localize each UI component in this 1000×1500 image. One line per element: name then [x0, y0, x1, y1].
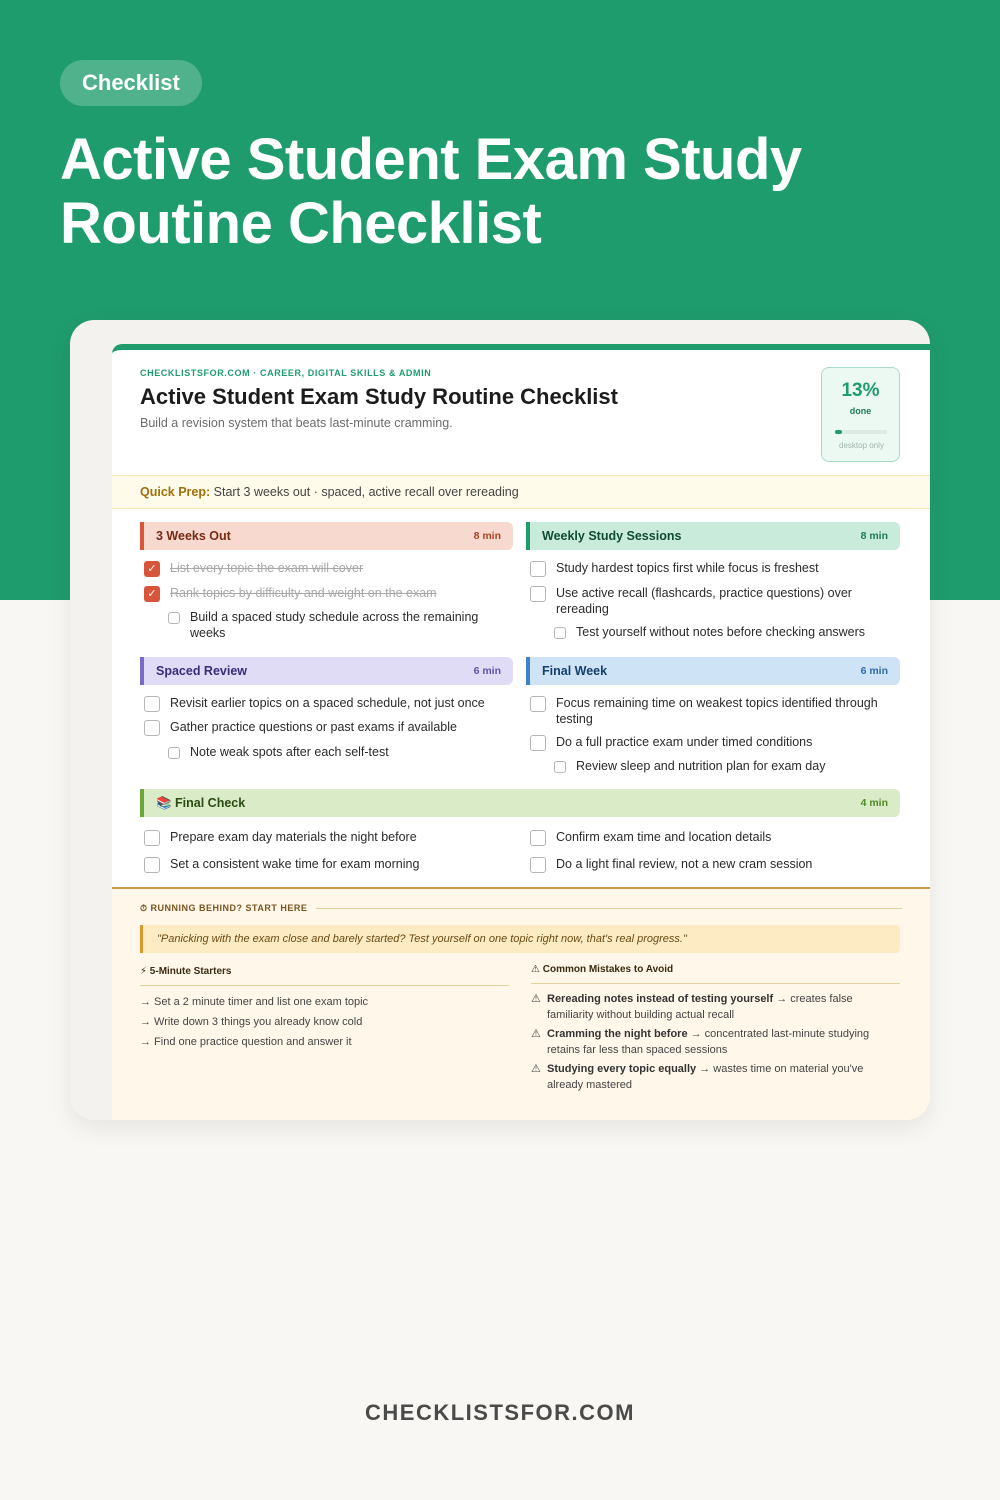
checkbox[interactable]	[144, 696, 160, 712]
checkbox[interactable]	[554, 627, 566, 639]
checkbox[interactable]	[530, 735, 546, 751]
section-header-weekly-study-sessions[interactable]	[526, 522, 900, 550]
checklist-item[interactable]	[144, 585, 514, 602]
quick-prep-label: Quick Prep:	[140, 485, 211, 499]
item-label: Do a full practice exam under timed conditions	[556, 735, 813, 749]
divider	[140, 985, 509, 986]
checklist-item[interactable]	[530, 695, 900, 727]
item-label: Focus remaining time on weakest topics identified through testing	[556, 696, 878, 726]
progress-percent: 13%	[841, 380, 880, 401]
checklist-subitem[interactable]	[168, 744, 513, 760]
checkbox-checked[interactable]: ✓	[144, 561, 160, 577]
section-title: 📚 Final Check	[156, 795, 246, 810]
footer-brand: CHECKLISTSFOR.COM	[365, 1400, 635, 1425]
starter-item: → Write down 3 things you already know cold	[140, 1016, 363, 1028]
item-label: Revisit earlier topics on a spaced schedule, not just once	[170, 696, 485, 710]
item-label: Test yourself without notes before checking answers	[576, 625, 866, 639]
checkbox[interactable]	[144, 857, 160, 873]
quick-prep-bar	[112, 475, 930, 509]
item-label: Study hardest topics first while focus is freshest	[556, 561, 819, 575]
mistake-title: Rereading notes instead of testing yourself	[547, 993, 774, 1005]
starter-item: → Find one practice question and answer it	[140, 1036, 352, 1048]
checklist-item[interactable]	[144, 560, 514, 577]
section-title: Weekly Study Sessions	[542, 529, 682, 543]
checkbox[interactable]	[144, 830, 160, 846]
section-header-spaced-review[interactable]	[140, 657, 513, 685]
item-label: Set a consistent wake time for exam morning	[170, 857, 420, 871]
mistake-detail: → creates false familiarity without building actual recall	[547, 993, 853, 1021]
section-time: 6 min	[860, 665, 888, 677]
mistake-detail: → concentrated last-minute studying retains far less than spaced sessions	[547, 1028, 870, 1056]
section-time: 4 min	[860, 797, 888, 809]
section-title: Final Week	[542, 664, 608, 678]
checklist-item[interactable]	[144, 829, 514, 846]
motivation-quote: "Panicking with the exam close and barely started? Test yourself on one topic right now, that's real progress."	[140, 925, 900, 953]
page-title: Active Student Exam Study Routine Checklist	[140, 384, 618, 409]
brand-breadcrumb: CHECKLISTSFOR.COM · CAREER, DIGITAL SKILLS & ADMIN	[140, 368, 432, 378]
item-label: Use active recall (flashcards, practice questions) over rereading	[556, 586, 852, 616]
section-time: 8 min	[860, 530, 888, 542]
warning-icon: ⚠	[531, 993, 541, 1005]
progress-note: desktop only	[839, 441, 884, 450]
checkbox[interactable]	[530, 696, 546, 712]
quick-prep-text: Start 3 weeks out · spaced, active recall over rereading	[213, 485, 519, 499]
checklist-item[interactable]	[144, 719, 514, 736]
divider	[316, 908, 902, 909]
section-time: 6 min	[473, 665, 501, 677]
checklist-item[interactable]	[530, 856, 900, 873]
checkbox[interactable]	[168, 747, 180, 759]
section-header-final-week[interactable]	[526, 657, 900, 685]
mistake-item	[531, 1027, 900, 1058]
hero-title: Active Student Exam Study Routine Checklist	[60, 127, 802, 256]
checklist-item[interactable]	[530, 585, 900, 617]
checkbox[interactable]	[144, 720, 160, 736]
mistakes-heading: ⚠ Common Mistakes to Avoid	[531, 964, 674, 975]
checkbox-checked[interactable]: ✓	[144, 586, 160, 602]
checklist-card	[112, 344, 930, 1120]
checklist-item[interactable]	[530, 560, 900, 577]
mistake-title: Cramming the night before	[547, 1028, 688, 1040]
progress-bar-fill	[835, 430, 842, 434]
warning-icon: ⚠	[531, 1063, 541, 1075]
progress-label: done	[849, 406, 872, 416]
mistake-title: Studying every topic equally	[547, 1063, 697, 1075]
checkbox[interactable]	[530, 586, 546, 602]
progress-widget	[821, 367, 900, 462]
starters-heading: ⚡ 5-Minute Starters	[140, 966, 232, 977]
item-label: Prepare exam day materials the night before	[170, 830, 417, 844]
item-label: Note weak spots after each self-test	[190, 745, 389, 759]
item-label: Rank topics by difficulty and weight on the exam	[170, 586, 437, 600]
running-behind-panel	[112, 887, 930, 1120]
section-title: 3 Weeks Out	[156, 529, 231, 543]
checklist-item[interactable]	[144, 856, 514, 873]
checkbox[interactable]	[530, 830, 546, 846]
mistake-item	[531, 992, 900, 1023]
checkbox[interactable]	[554, 761, 566, 773]
running-behind-heading: ⏱ RUNNING BEHIND? START HERE	[140, 903, 308, 913]
item-label: Review sleep and nutrition plan for exam day	[576, 759, 826, 773]
preview-frame	[70, 320, 930, 1120]
section-header-3-weeks-out[interactable]	[140, 522, 513, 550]
item-label: Gather practice questions or past exams if available	[170, 720, 457, 734]
checkbox[interactable]	[530, 561, 546, 577]
checklist-item[interactable]	[144, 695, 514, 712]
progress-bar	[835, 430, 887, 434]
checklist-subitem[interactable]	[554, 758, 900, 774]
checklist-item[interactable]	[530, 734, 900, 751]
mistake-item	[531, 1062, 900, 1093]
starter-item: → Set a 2 minute timer and list one exam topic	[140, 996, 369, 1008]
page-subtitle: Build a revision system that beats last-minute cramming.	[140, 416, 453, 430]
checkbox[interactable]	[530, 857, 546, 873]
item-label: Build a spaced study schedule across the remaining weeks	[190, 610, 479, 640]
checkbox[interactable]	[168, 612, 180, 624]
divider	[531, 983, 900, 984]
checklist-subitem[interactable]	[554, 624, 900, 640]
category-pill: Checklist	[60, 60, 202, 106]
mistake-detail: → wastes time on material you've already mastered	[547, 1063, 864, 1091]
item-label: Do a light final review, not a new cram session	[556, 857, 813, 871]
section-header-final-check[interactable]	[140, 789, 900, 817]
item-label: List every topic the exam will cover	[170, 561, 364, 575]
warning-icon: ⚠	[531, 1028, 541, 1040]
item-label: Confirm exam time and location details	[556, 830, 772, 844]
section-time: 8 min	[473, 530, 501, 542]
section-title: Spaced Review	[156, 664, 248, 678]
checklist-item[interactable]	[530, 829, 900, 846]
checklist-subitem[interactable]	[168, 609, 513, 641]
